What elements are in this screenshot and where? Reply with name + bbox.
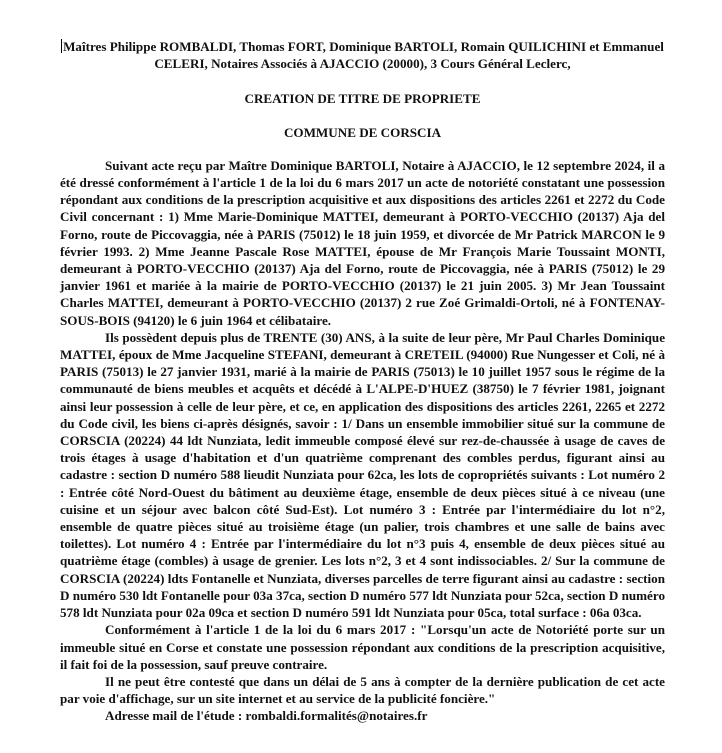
legal-notice [60,38,665,725]
paragraph-possession: Ils possèdent depuis plus de TRENTE (30) ANS, à la suite de leur père, Mr Paul Charles Dominique MATTEI, époux de Mme Jacqueline STEFANI, demeurant à CRETEIL (94000) Rue Nungesser et Coli, né à PARIS (75013) le 27 janvier 1931, marié à la mairie de PARIS (75013) le 10 juillet 1957 sous le régime de la communauté de biens meubles et acquêts et décédé à L'ALPE-D'HUEZ (38750) le 7 février 1981, joignant ainsi leur possession à celle de leur père, et ce, en application des dispositions des articles 2261, 2265 et 2272 du Code civil, les biens ci-après désignés, savoir : 1/ Dans un ensemble immobilier situé sur la commune de CORSCIA (20224) 44 ldt Nunziata, ledit immeuble composé élevé sur rez-de-chaussée à usage de caves de trois étages à usage d'habitation et d'un quatrième comprenant des combles perdus, figurant ainsi au cadastre : section D numéro 588 lieudit Nunziata pour 62ca, les lots de copropriétés suivants : Lot numéro 2 : Entrée côté Nord-Ouest du bâtiment au deuxième étage, ensemble de deux pièces situé à ce niveau (une cuisine et un séjour avec balcon côté Sud-Est). Lot numéro 3 : Entrée par l'intermédiaire du lot n°2, ensemble de quatre pièces situé au troisième étage (un palier, trois chambres et une salle de bains avec toilettes). Lot numéro 4 : Entrée par l'intermédiaire du lot n°3 puis 4, ensemble de deux pièces situé au quatrième étage (combles) à usage de grenier. Les lots n°2, 3 et 4 sont indissociables. 2/ Sur la commune de CORSCIA (20224) ldts Fontanelle et Nunziata, diverses parcelles de terre figurant ainsi au cadastre : section D numéro 530 ldt Fontanelle pour 03a 37ca, section D numéro 577 ldt Nunziata pour 52ca, section D numéro 578 ldt Nunziata pour 02a 09ca et section D numéro 591 ldt Nunziata pour 05ca, total surface : 06a 03ca. [60,329,665,621]
notice-title: CREATION DE TITRE DE PROPRIETE [244,91,481,107]
paragraph-deed: Suivant acte reçu par Maître Dominique BARTOLI, Notaire à AJACCIO, le 12 septembre 2024, il a été dressé conformément à l'article 1 de la loi du 6 mars 2017 un acte de notoriété constatant une possession répondant aux conditions de la prescription acquisitive et aux dispositions des articles 2261 et 2272 du Code Civil concernant : 1) Mme Marie-Dominique MATTEI, demeurant à PORTO-VECCHIO (20137) Aja del Forno, route de Piccovaggia, née à PARIS (75012) le 18 juin 1959, et divorcée de Mr Patrick MARCON le 9 février 1993. 2) Mme Jeanne Pascale Rose MATTEI, épouse de Mr François Marie Toussaint MONTI, demeurant à PORTO-VECCHIO (20137) Aja del Forno, route de Piccovaggia, née à PARIS (75012) le 29 janvier 1961 et mariée à la mairie de PORTO-VECCHIO (20137) le 21 juin 2005. 3) Mr Jean Toussaint Charles MATTEI, demeurant à PORTO-VECCHIO (20137) 2 rue Zoé Grimaldi-Ortoli, né à FONTENAY-SOUS-BOIS (94120) le 6 juin 1964 et célibataire. [60,157,665,328]
paragraph-law-article: Conformément à l'article 1 de la loi du 6 mars 2017 : "Lorsqu'un acte de Notoriété porte sur un immeuble situé en Corse et constate une possession répondant aux conditions de la prescription acquisitive, il fait foi de la possession, sauf preuve contraire. [60,622,665,672]
notice-body [60,157,665,725]
notice-subtitle: COMMUNE DE CORSCIA [283,124,442,140]
paragraph-email: Adresse mail de l'étude : rombaldi.formalités@notaires.fr [105,708,428,724]
notaries-header-text: Maîtres Philippe ROMBALDI, Thomas FORT, Dominique BARTOLI, Romain QUILICHINI et Emmanuel CELERI, Notaires Associés à AJACCIO (20000), 3 Cours Général Leclerc, [63,39,664,72]
paragraph-contest-period: Il ne peut être contesté que dans un délai de 5 ans à compter de la dernière publication de cet acte par voie d'affichage, sur un site internet et au service de la publicité foncière." [60,673,665,707]
text-cursor [61,39,62,53]
notaries-header [60,38,665,72]
